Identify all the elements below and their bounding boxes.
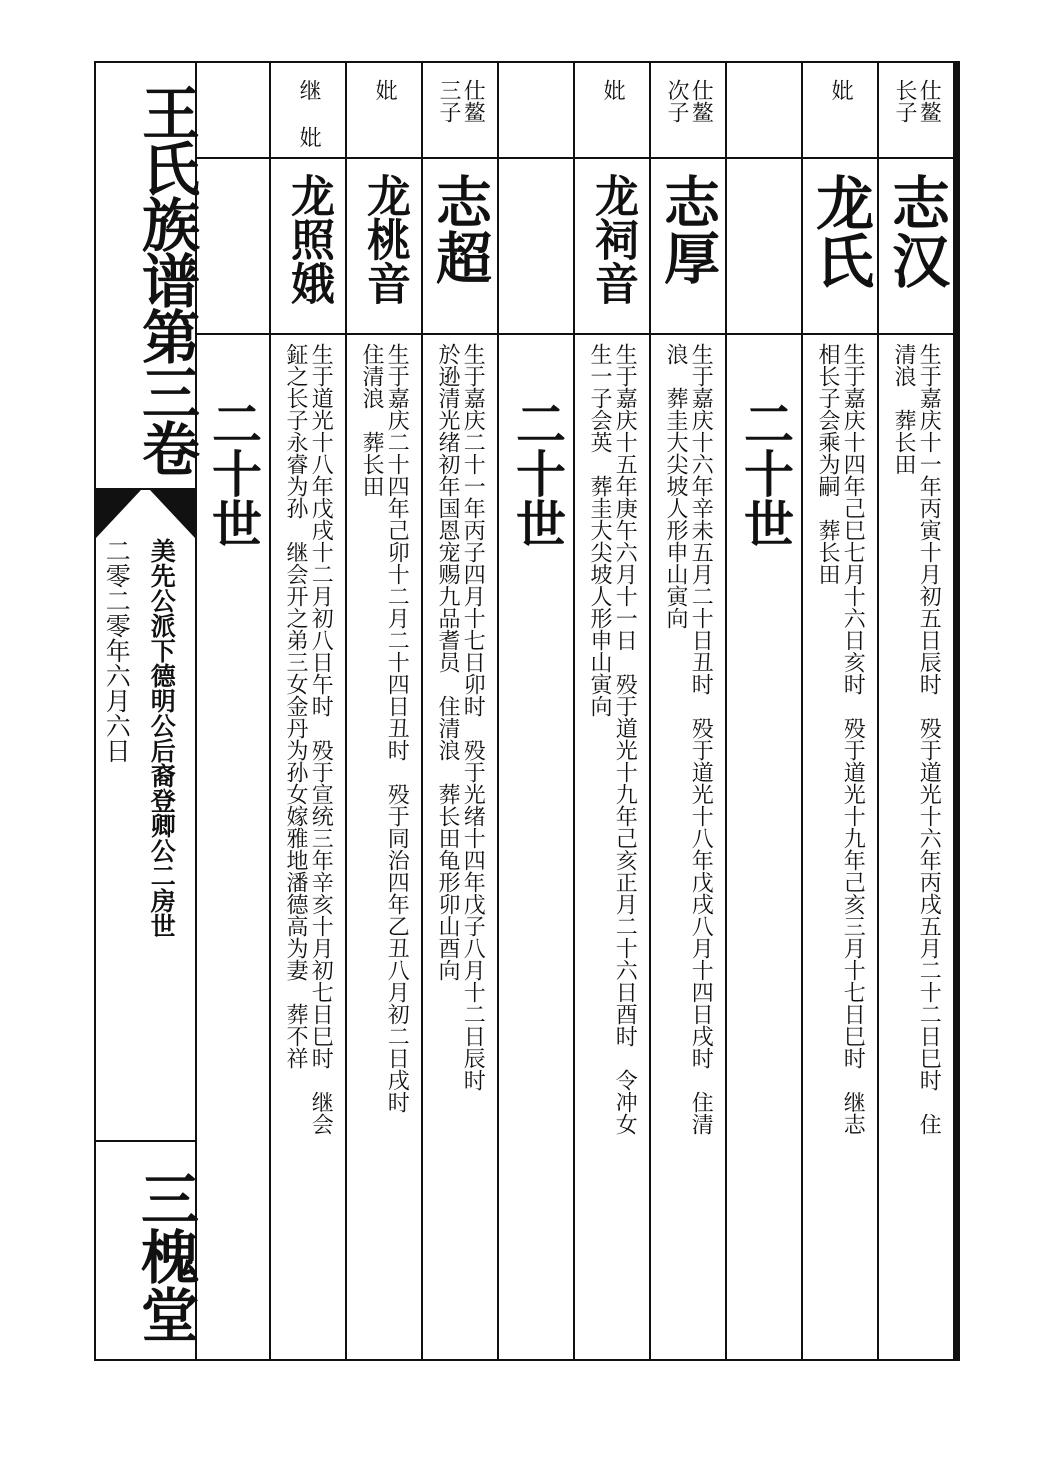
biography: 生于嘉庆十五年庚午六月十一日 殁于道光十九年己亥正月二十六日酉时 令冲女 生一子会英 葬圭大尖坡人形申山寅向 xyxy=(587,343,638,1135)
role-label: 仕鳌 次子 xyxy=(651,63,725,159)
biography: 生于嘉庆十四年己巳七月十六日亥时 殁于道光十九年己亥三月十七日巳时 继志 相长子会乘为嗣 葬长田 xyxy=(815,343,866,1135)
biography: 生于嘉庆十六年辛未五月二十日丑时 殁于道光十八年戊戌八月十四日戌时 住清 浪 葬圭大尖坡人形申山寅向 xyxy=(663,343,714,1135)
person-name: 龙祠音 xyxy=(575,159,649,335)
role-label: 仕鳌 三子 xyxy=(423,63,497,159)
fishtail-mark-icon xyxy=(96,490,195,540)
person-name: 志厚 xyxy=(651,159,725,335)
role-label: 妣 xyxy=(575,63,649,159)
entry-column-zhichao xyxy=(423,63,499,1359)
person-name: 志汉 xyxy=(879,159,953,335)
person-name: 龙照娥 xyxy=(271,159,345,335)
entry-column-longciyin xyxy=(575,63,651,1359)
entry-column-longshi xyxy=(803,63,879,1359)
generation-label: 二十世 xyxy=(508,398,567,548)
role-label: 继 妣 xyxy=(271,63,345,159)
person-name: 志超 xyxy=(423,159,497,335)
person-name xyxy=(499,159,573,335)
role-label xyxy=(499,63,573,159)
outer-border-line xyxy=(957,61,960,1361)
role-label xyxy=(195,63,269,159)
generation-column-1 xyxy=(727,63,803,1359)
biography: 生于嘉庆十一年丙寅十月初五日辰时 殁于道光十六年丙戌五月二十二日巳时 住 清浪 葬长田 xyxy=(891,343,942,1135)
genealogy-page xyxy=(94,61,957,1361)
person-name xyxy=(727,159,801,335)
role-label: 仕鳌 长子 xyxy=(879,63,953,159)
volume-title: 王氏族谱第三卷 xyxy=(132,82,200,475)
entry-column-longzhaoe xyxy=(271,63,347,1359)
generation-label: 二十世 xyxy=(204,398,263,548)
generation-label: 二十世 xyxy=(736,398,795,548)
branch-band xyxy=(96,488,195,1138)
biography: 生于道光十八年戊戌十二月初八日午时 殁于宣统三年辛亥十月初七日巳时 继会 鉦之长子永睿为孙 继会开之弟三女金丹为孙女嫁雅地潘德高为妻 葬不祥 xyxy=(283,343,334,1135)
generation-column-2 xyxy=(499,63,575,1359)
person-name xyxy=(195,159,269,335)
publication-date: 二零二零年六月六日 xyxy=(102,538,132,763)
biography: 生于嘉庆二十四年己卯十二月二十四日丑时 殁于同治四年乙丑八月初二日戌时 住清浪 葬长田 xyxy=(359,343,410,1113)
entry-column-longtaoyin xyxy=(347,63,423,1359)
role-label xyxy=(727,63,801,159)
role-label: 妣 xyxy=(803,63,877,159)
person-name: 龙氏 xyxy=(803,159,877,335)
sidebar xyxy=(96,63,200,1359)
biography: 生于嘉庆二十一年丙子四月十七日卯时 殁于光绪十四年戊子八月十二日辰时 於逊清光绪初年国恩宠赐九品耆员 住清浪 葬长田龟形卯山酉向 xyxy=(435,343,486,1091)
role-label: 妣 xyxy=(347,63,421,159)
branch-subtitle: 美先公派下德明公后裔登卿公二房世 xyxy=(147,538,177,938)
generation-column-3 xyxy=(195,63,271,1359)
person-name: 龙桃音 xyxy=(347,159,421,335)
entry-column-zhihou xyxy=(651,63,727,1359)
hall-name: 三槐堂 xyxy=(96,1140,195,1359)
entry-column-zhihan xyxy=(879,63,955,1359)
